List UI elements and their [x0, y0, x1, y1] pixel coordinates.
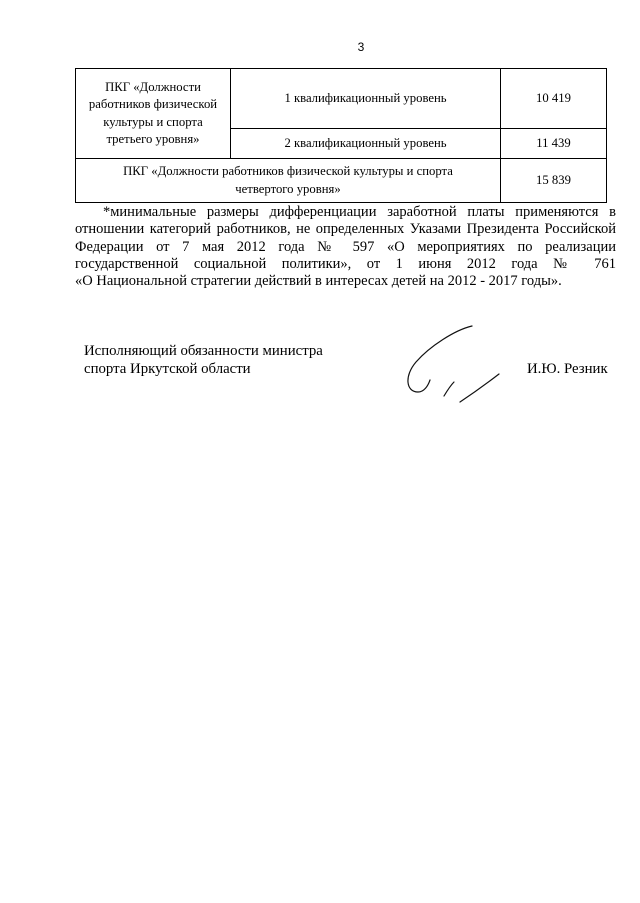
footnote-line: «О Национальной стратегии действий в интересах детей на 2012 - 2017 годы».: [75, 273, 562, 290]
page-number: 3: [357, 40, 365, 54]
group-3-line: ПКГ «Должности: [105, 79, 201, 94]
level-cell: 2 квалификационный уровень: [231, 129, 501, 159]
footnote-line: государственной социальной политики», от 1 июня 2012 года № 761: [75, 255, 616, 272]
signatory-position: [84, 342, 323, 378]
group-3-line: культуры и спорта: [103, 114, 203, 129]
table-row: [76, 159, 607, 203]
salary-value-cell: 11 439: [501, 129, 607, 159]
footnote-line: Федерации от 7 мая 2012 года № 597 «О мероприятиях по реализации: [75, 238, 616, 255]
table-row: [76, 69, 607, 129]
group-3-line: работников физической: [88, 97, 218, 111]
group-3-cell: [76, 69, 231, 159]
signatory-name: И.Ю. Резник: [527, 361, 608, 377]
signature-stroke: [444, 382, 454, 396]
footnote-line: отношении категорий работников, не определенных Указами Президента Российской: [75, 221, 616, 238]
signatory-position-line: Исполняющий обязанности министра: [84, 343, 323, 359]
group-4-line: четвертого уровня»: [235, 181, 341, 196]
handwritten-signature: [400, 322, 510, 404]
footnote-line: *минимальные размеры дифференциации заработной платы применяются в: [103, 204, 616, 220]
group-3-line: третьего уровня»: [106, 132, 200, 146]
footnote: [75, 204, 616, 290]
salary-table: [75, 68, 607, 203]
group-4-line: ПКГ «Должности работников физической культуры и спорта: [123, 164, 453, 178]
signature-stroke: [408, 326, 472, 392]
salary-value-cell: 10 419: [501, 69, 607, 129]
salary-value-cell: 15 839: [501, 159, 607, 203]
level-cell: 1 квалификационный уровень: [231, 69, 501, 129]
group-4-cell: [76, 159, 501, 203]
signatory-position-line: спорта Иркутской области: [84, 361, 251, 377]
signature-stroke: [460, 374, 499, 402]
